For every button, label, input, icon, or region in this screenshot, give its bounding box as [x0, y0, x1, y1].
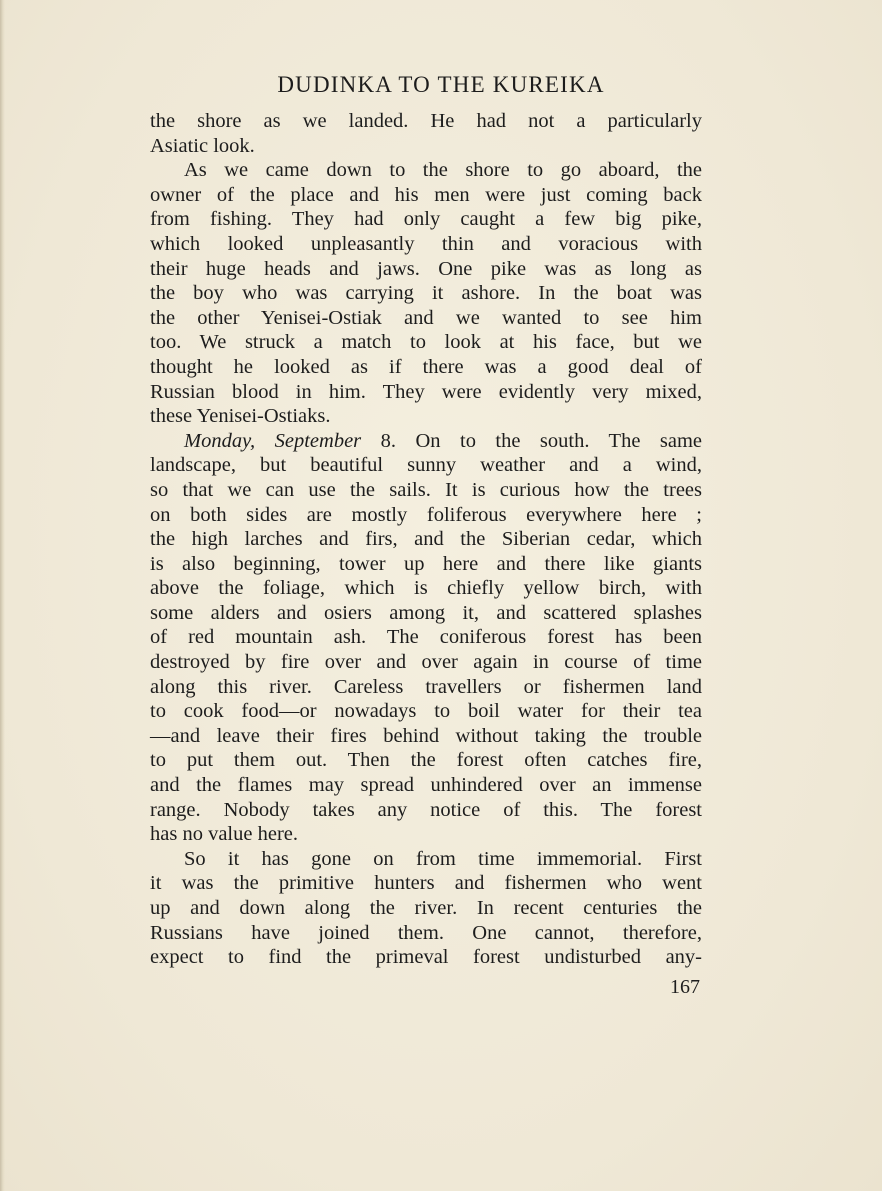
line-text: to put them out. Then the forest often catches fire,: [150, 749, 702, 772]
line-text: to cook food—or nowadays to boil water for their tea: [150, 700, 702, 723]
text-line: [150, 330, 702, 355]
italic-date: Monday,: [184, 429, 256, 452]
text-line: [150, 380, 702, 405]
line-text: the shore as we landed. He had not a particularly: [150, 110, 702, 132]
text-line: [150, 921, 702, 946]
line-text: range. Nobody takes any notice of this. The forest: [150, 798, 702, 821]
text-line: [150, 699, 702, 724]
text-line: [150, 896, 702, 921]
line-text: landscape, but beautiful sunny weather and a wind,: [150, 454, 702, 477]
text-line: [150, 552, 702, 577]
text-line: [150, 798, 702, 823]
text-line: [150, 109, 702, 134]
text-line: [150, 429, 702, 454]
text-line: [150, 134, 702, 159]
line-text: these Yenisei-Ostiaks.: [150, 405, 331, 428]
text-line: [150, 503, 702, 528]
text-line: [150, 773, 702, 798]
text-line: [150, 158, 702, 183]
text-line: [150, 527, 702, 552]
line-text: As we came down to the shore to go aboard, the: [184, 159, 702, 182]
text-line: [150, 650, 702, 675]
line-text: the boy who was carrying it ashore. In the boat was: [150, 282, 702, 305]
text-line: [150, 675, 702, 700]
page-number: 167: [670, 976, 700, 998]
running-head: DUDINKA TO THE KUREIKA: [277, 72, 605, 97]
line-text: expect to find the primeval forest undisturbed any-: [150, 946, 702, 969]
line-text: Russian blood in him. They were evidently very mixed,: [150, 380, 702, 403]
line-text: Asiatic look.: [150, 134, 255, 157]
line-text: up and down along the river. In recent centuries the: [150, 897, 702, 919]
text-line: [150, 207, 702, 232]
line-text: which looked unpleasantly thin and voracious with: [150, 232, 702, 255]
text-line: [150, 306, 702, 331]
line-text: has no value here.: [150, 823, 298, 846]
line-text: above the foliage, which is chiefly yellow birch, with: [150, 577, 702, 600]
line-text: So it has gone on from time immemorial. First: [184, 847, 702, 870]
line-text: some alders and osiers among it, and scattered splashes: [150, 601, 702, 624]
line-text: of red mountain ash. The coniferous forest has been: [150, 626, 702, 649]
line-text: so that we can use the sails. It is curious how the trees: [150, 478, 702, 501]
line-text: 8. On to the south. The same: [380, 429, 703, 452]
body-text: [150, 109, 702, 970]
line-text: from fishing. They had only caught a few big pike,: [150, 208, 702, 231]
line-text: Russians have joined them. One cannot, therefore,: [150, 921, 702, 944]
line-text: thought he looked as if there was a good deal of: [150, 355, 702, 378]
line-text: their huge heads and jaws. One pike was as long as: [150, 257, 702, 280]
text-line: [150, 355, 702, 380]
text-line: [150, 625, 702, 650]
text-line: [150, 724, 702, 749]
line-text: it was the primitive hunters and fishermen who went: [150, 872, 702, 895]
text-line: [150, 576, 702, 601]
text-line: [150, 453, 702, 478]
line-text: the other Yenisei-Ostiak and we wanted to see him: [150, 306, 702, 329]
line-text: on both sides are mostly foliferous everywhere here ;: [150, 503, 702, 526]
line-text: —and leave their fires behind without taking the trouble: [150, 724, 702, 747]
line-text: along this river. Careless travellers or fishermen land: [150, 675, 702, 698]
text-line: [150, 847, 702, 872]
text-line: [150, 748, 702, 773]
text-line: [150, 478, 702, 503]
text-line: [150, 232, 702, 257]
text-line: [150, 257, 702, 282]
page-gutter-edge: [0, 0, 5, 1191]
line-text: too. We struck a match to look at his face, but we: [150, 331, 702, 354]
line-text: is also beginning, tower up here and there like giants: [150, 552, 702, 575]
line-text: and the flames may spread unhindered over an immense: [150, 774, 702, 797]
text-line: [150, 281, 702, 306]
text-line: [150, 822, 702, 847]
text-line: [150, 183, 702, 208]
italic-month: September: [274, 429, 362, 452]
text-line: [150, 871, 702, 896]
text-line: [150, 601, 702, 626]
text-line: [150, 404, 702, 429]
line-text: destroyed by fire over and over again in course of time: [150, 651, 702, 674]
text-line: [150, 945, 702, 970]
line-text: the high larches and firs, and the Siberian cedar, which: [150, 528, 702, 551]
line-text: owner of the place and his men were just coming back: [150, 183, 702, 206]
